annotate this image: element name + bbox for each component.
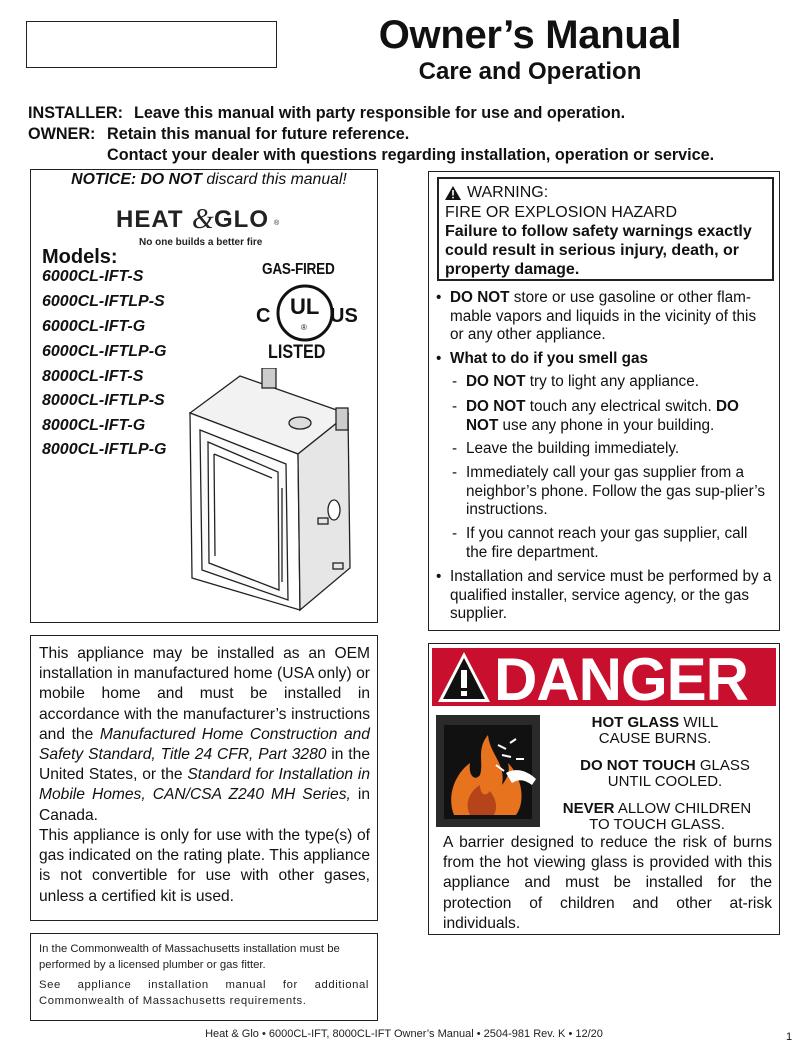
danger-bold: HOT GLASS bbox=[591, 714, 680, 731]
bullet-text: Installation and service must be performed by a qualified installer, service agency, or the gas supplier. bbox=[450, 568, 772, 622]
oem-standard: Manufactured Home Construction and Safety Standard, Title 24 CFR, Part 3280 bbox=[39, 725, 370, 764]
listed-label: LISTED bbox=[268, 342, 326, 363]
step-bold: DO NOT bbox=[466, 398, 739, 434]
danger-exclamation-icon bbox=[436, 650, 492, 704]
massachusetts-text bbox=[39, 941, 369, 1009]
notice-rest: discard this manual! bbox=[201, 171, 347, 188]
warning-line: Failure to follow safety warnings exactly bbox=[445, 223, 752, 240]
step-text: Leave the building immediately. bbox=[466, 440, 680, 457]
massachusetts-p1: In the Commonwealth of Massachusetts installation must be performed by a licensed plumber or gas fitter. bbox=[39, 943, 340, 971]
notice-line bbox=[58, 171, 360, 189]
notice-bold: NOTICE: DO NOT bbox=[71, 171, 202, 188]
danger-text: UNTIL COOLED. bbox=[607, 773, 723, 790]
oem-text: in Canada. bbox=[39, 786, 370, 824]
installer-label: INSTALLER: bbox=[28, 104, 124, 122]
step-text: touch any electrical switch. bbox=[525, 398, 716, 415]
owner-text: Retain this manual for future reference. bbox=[107, 125, 410, 143]
fireplace-illustration bbox=[178, 368, 368, 613]
svg-text:&: & bbox=[192, 204, 214, 233]
safety-bullet: • Installation and service must be performed by a qualified installer, service agency, or the gas supplier. bbox=[436, 568, 772, 622]
oem-text: in the United States, or the bbox=[39, 746, 370, 784]
oem-paragraph bbox=[39, 644, 370, 826]
model-item: 6000CL-IFTLP-G bbox=[42, 343, 167, 360]
ul-listed-mark bbox=[250, 282, 360, 344]
gas-step: - If you cannot reach your gas supplier, call the fire department. bbox=[452, 525, 772, 563]
danger-word: DANGER bbox=[494, 646, 749, 713]
blank-label-box bbox=[26, 21, 277, 68]
ul-reg-mark: ® bbox=[301, 323, 307, 332]
step-text: Immediately call your gas supplier from a neighbor’s phone. Follow the gas sup-plier’s instructions. bbox=[466, 464, 766, 518]
contact-text: Contact your dealer with questions regarding installation, operation or service. bbox=[107, 146, 715, 164]
model-item: 6000CL-IFTLP-S bbox=[42, 293, 165, 310]
step-bold: DO NOT bbox=[466, 398, 526, 415]
model-item: 8000CL-IFTLP-G bbox=[42, 441, 167, 458]
page-number: 1 bbox=[786, 1031, 793, 1043]
step-text: If you cannot reach your gas supplier, call the fire department. bbox=[466, 525, 748, 561]
ul-us-text: US bbox=[330, 305, 358, 327]
step-text: try to light any appliance. bbox=[525, 373, 699, 390]
instructions-block bbox=[28, 103, 788, 168]
do-not-touch-warning bbox=[550, 758, 780, 790]
svg-text:HEAT: HEAT bbox=[116, 206, 184, 233]
heat-glo-logo bbox=[116, 203, 288, 233]
barrier-paragraph: A barrier designed to reduce the risk of burns from the hot viewing glass is provided with this appliance and must be installed for the protection of children and other at-risk individuals. bbox=[443, 834, 772, 932]
warning-line: property damage. bbox=[445, 261, 580, 278]
smell-gas-heading: What to do if you smell gas bbox=[450, 350, 649, 367]
safety-bullet: • What to do if you smell gas bbox=[436, 350, 772, 370]
gas-step: - DO NOT try to light any appliance. bbox=[452, 373, 699, 390]
page-title: Owner’s Manual bbox=[378, 13, 682, 57]
danger-text: CAUSE BURNS. bbox=[598, 730, 712, 747]
model-item: 8000CL-IFT-S bbox=[42, 368, 144, 385]
page-footer: Heat & Glo • 6000CL-IFT, 8000CL-IFT Owner’s Manual • 2504-981 Rev. K • 12/20 bbox=[205, 1028, 603, 1040]
warning-triangle-icon bbox=[445, 186, 461, 200]
ul-mark-text: UL bbox=[290, 294, 320, 319]
bullet-text: store or use gasoline or other flam-mable vapors and liquids in the vicinity of this or any other appliance. bbox=[450, 289, 757, 343]
warning-line: FIRE OR EXPLOSION HAZARD bbox=[445, 204, 678, 221]
gas-step: - Leave the building immediately. bbox=[452, 440, 772, 460]
safety-bullet: • DO NOT store or use gasoline or other flam-mable vapors and liquids in the vicinity of this or any other appliance. bbox=[436, 289, 757, 343]
step-bold: DO NOT bbox=[466, 373, 526, 390]
model-item: 6000CL-IFT-S bbox=[42, 268, 144, 285]
brand-tagline: No one builds a better fire bbox=[139, 237, 263, 248]
svg-text:®: ® bbox=[274, 220, 280, 227]
step-text: use any phone in your building. bbox=[498, 416, 715, 434]
hot-glass-warning bbox=[540, 715, 770, 747]
danger-text: GLASS bbox=[695, 757, 750, 774]
model-item: 6000CL-IFT-G bbox=[42, 318, 146, 335]
model-item: 8000CL-IFT-G bbox=[42, 417, 146, 434]
gas-step: - DO NOT touch any electrical switch. DO NOT use any phone in your building. bbox=[452, 398, 739, 434]
oem-standard: Standard for Installation in Mobile Homes, CAN/CSA Z240 MH Series, bbox=[39, 766, 370, 804]
hot-glass-pictogram bbox=[436, 715, 540, 827]
danger-bold: DO NOT TOUCH bbox=[580, 757, 696, 774]
children-warning bbox=[542, 801, 772, 833]
danger-text: ALLOW CHILDREN bbox=[614, 800, 752, 817]
warning-title-row bbox=[445, 184, 548, 202]
svg-text:GLO: GLO bbox=[214, 206, 269, 233]
ul-c-text: C bbox=[256, 305, 271, 327]
page-subtitle: Care and Operation bbox=[418, 58, 642, 85]
gas-fired-label: GAS-FIRED bbox=[262, 261, 335, 278]
owner-label: OWNER: bbox=[28, 125, 96, 143]
massachusetts-p2: See appliance installation manual for additional Commonwealth of Massachusetts requirements. bbox=[39, 979, 369, 1007]
danger-bold: NEVER bbox=[562, 800, 615, 817]
danger-text: WILL bbox=[679, 714, 719, 731]
oem-text: This appliance may be installed as an OEM installation in manufactured home (USA only) or mobile home and must be installed in accordance with the manufacturer’s instructions and the bbox=[39, 645, 370, 743]
gas-type-paragraph: This appliance is only for use with the type(s) of gas indicated on the rating plate. This appliance is not convertible for use with other gases, unless a certified kit is used. bbox=[39, 827, 370, 905]
models-heading: Models: bbox=[42, 246, 118, 268]
model-item: 8000CL-IFTLP-S bbox=[42, 392, 165, 409]
gas-step: - Immediately call your gas supplier from a neighbor’s phone. Follow the gas sup-plier’s instructions. bbox=[452, 464, 772, 520]
bullet-bold: DO NOT bbox=[450, 289, 510, 306]
installer-text: Leave this manual with party responsible for use and operation. bbox=[134, 104, 626, 122]
warning-title: WARNING: bbox=[467, 184, 549, 201]
warning-line: could result in serious injury, death, or bbox=[445, 242, 739, 259]
danger-text: TO TOUCH GLASS. bbox=[589, 816, 725, 833]
